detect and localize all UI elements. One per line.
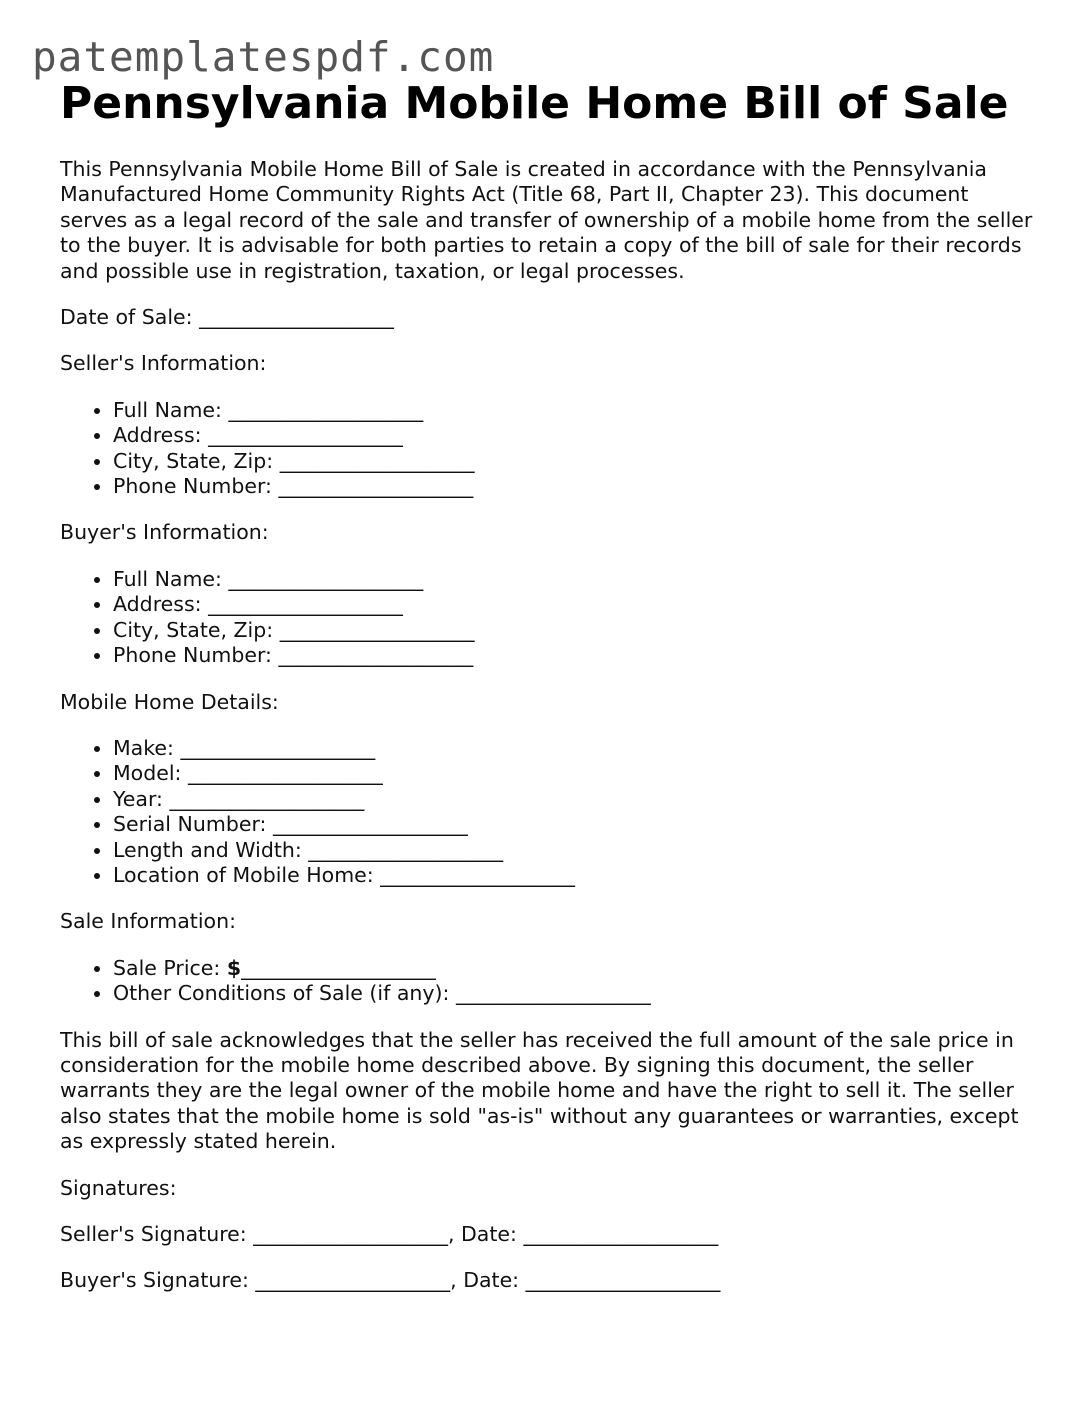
- seller-date-label: , Date:: [447, 1222, 517, 1246]
- serial-number-field[interactable]: ___________________: [272, 812, 468, 837]
- buyer-full-name-label: Full Name:: [113, 566, 222, 591]
- buyer-address-field[interactable]: ___________________: [208, 592, 403, 617]
- seller-full-name-field[interactable]: ___________________: [228, 397, 424, 422]
- list-item: [113, 474, 1035, 499]
- list-item: [113, 398, 1035, 423]
- list-item: [113, 787, 1035, 812]
- acknowledgement-paragraph: This bill of sale acknowledges that the seller has received the full amount of the sale price in consideration for the mobile home described above. By signing this document, the seller warrants they are the legal owner of the mobile home and have the right to sell it. The seller also states that the mobile home is sold "as-is" without any guarantees or warranties, except as expressly stated herein.: [60, 1027, 1019, 1154]
- sale-price-label: Sale Price:: [113, 955, 221, 980]
- other-conditions-label: Other Conditions of Sale (if any):: [113, 981, 450, 1006]
- list-item: [113, 812, 1035, 837]
- list-item: [113, 592, 1035, 617]
- buyer-fields-list: [60, 567, 1035, 669]
- location-field[interactable]: ___________________: [380, 862, 575, 887]
- signatures-heading: Signatures:: [60, 1175, 177, 1200]
- other-conditions-field[interactable]: ___________________: [455, 981, 651, 1006]
- seller-signature-field[interactable]: ___________________: [253, 1222, 448, 1246]
- date-of-sale-line: [60, 305, 1035, 330]
- model-label: Model:: [113, 761, 182, 786]
- date-of-sale-label: Date of Sale:: [60, 305, 193, 330]
- list-item: [113, 761, 1035, 786]
- sale-price-field[interactable]: ___________________: [241, 955, 436, 980]
- buyer-full-name-field[interactable]: ___________________: [228, 566, 424, 591]
- make-label: Make:: [113, 735, 174, 760]
- list-item: [113, 981, 1035, 1006]
- buyer-signature-field[interactable]: ___________________: [255, 1268, 451, 1293]
- list-item: [113, 838, 1035, 863]
- buyer-city-state-zip-field[interactable]: ___________________: [279, 617, 475, 642]
- seller-signature-line: [60, 1222, 1035, 1247]
- buyer-date-field[interactable]: ___________________: [525, 1268, 721, 1293]
- sale-heading: Sale Information:: [60, 909, 236, 934]
- seller-address-field[interactable]: ___________________: [208, 423, 403, 448]
- buyer-signature-line: [60, 1268, 1035, 1293]
- list-item: [113, 736, 1035, 761]
- seller-signature-label: Seller's Signature:: [60, 1222, 247, 1246]
- list-item: [113, 423, 1035, 448]
- date-of-sale-field[interactable]: ___________________: [199, 305, 394, 330]
- mobile-home-fields-list: [60, 736, 1035, 888]
- buyer-heading: Buyer's Information:: [60, 520, 269, 545]
- seller-date-field[interactable]: ___________________: [523, 1222, 719, 1246]
- seller-full-name-label: Full Name:: [113, 397, 222, 422]
- seller-city-state-zip-label: City, State, Zip:: [113, 448, 274, 473]
- buyer-date-label: , Date:: [450, 1268, 520, 1293]
- buyer-signature-label: Buyer's Signature:: [60, 1268, 249, 1293]
- mobile-home-heading: Mobile Home Details:: [60, 689, 279, 714]
- seller-address-label: Address:: [113, 423, 202, 448]
- buyer-phone-field[interactable]: ___________________: [278, 643, 474, 668]
- intro-paragraph: This Pennsylvania Mobile Home Bill of Sale is created in accordance with the Pennsylvania Manufactured Home Community Rights Act (Title 68, Part II, Chapter 23). This document serves as a legal record of the sale and transfer of ownership of a mobile home from the seller to the buyer. It is advisable for both parties to retain a copy of the bill of sale for their records and possible use in registration, taxation, or legal processes.: [60, 157, 1033, 283]
- buyer-city-state-zip-label: City, State, Zip:: [113, 617, 274, 642]
- list-item: [113, 643, 1035, 668]
- serial-number-label: Serial Number:: [113, 812, 267, 837]
- watermark: patemplatespdf.com: [32, 33, 495, 81]
- list-item: [113, 449, 1035, 474]
- seller-heading: Seller's Information:: [60, 351, 267, 376]
- length-width-label: Length and Width:: [113, 837, 302, 862]
- list-item: [113, 567, 1035, 592]
- seller-phone-field[interactable]: ___________________: [278, 474, 474, 499]
- page-title: Pennsylvania Mobile Home Bill of Sale: [60, 78, 1009, 129]
- year-field[interactable]: ___________________: [169, 786, 365, 811]
- dollar-sign: $: [226, 955, 242, 980]
- list-item: [113, 863, 1035, 888]
- model-field[interactable]: ___________________: [188, 761, 383, 786]
- length-width-field[interactable]: ___________________: [308, 837, 504, 862]
- location-label: Location of Mobile Home:: [113, 862, 374, 887]
- buyer-phone-label: Phone Number:: [113, 643, 272, 668]
- document-body: [60, 157, 1035, 1315]
- list-item: [113, 956, 1035, 981]
- list-item: [113, 618, 1035, 643]
- seller-phone-label: Phone Number:: [113, 474, 272, 499]
- sale-fields-list: [60, 956, 1035, 1007]
- buyer-address-label: Address:: [113, 592, 202, 617]
- make-field[interactable]: ___________________: [180, 735, 376, 760]
- seller-city-state-zip-field[interactable]: ___________________: [279, 448, 475, 473]
- year-label: Year:: [113, 786, 163, 811]
- seller-fields-list: [60, 398, 1035, 500]
